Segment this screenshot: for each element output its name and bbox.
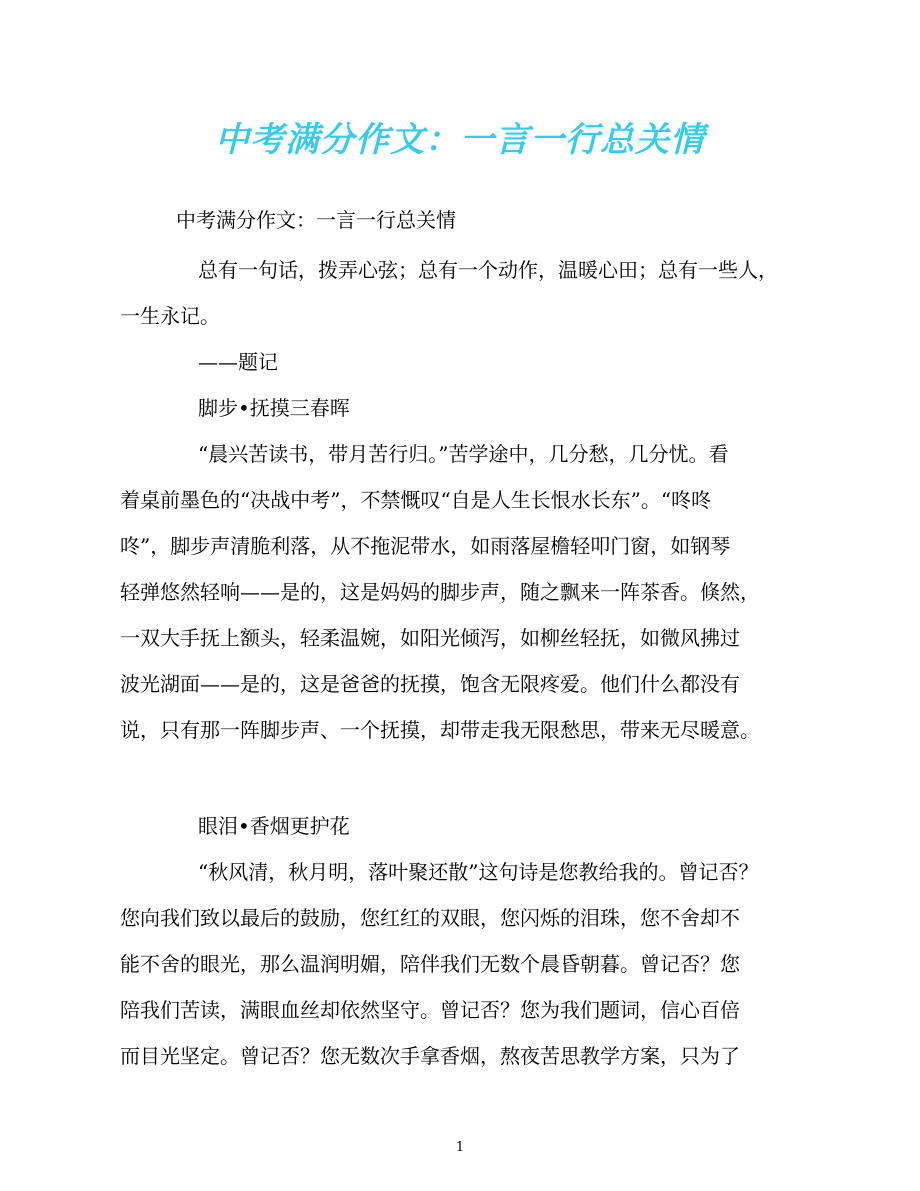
subtitle-line: 中考满分作文：一言一行总关情 (176, 208, 456, 232)
paragraph-line: 一双大手抚上额头，轻柔温婉，如阳光倾泻，如柳丝轻抚，如微风拂过 (120, 626, 740, 650)
paragraph-line: 咚”，脚步声清脆利落，从不拖泥带水，如雨落屋檐轻叩门窗，如钢琴 (120, 534, 731, 558)
section-heading: 脚步•抚摸三春晖 (198, 396, 350, 420)
paragraph-line: “秋风清，秋月明，落叶聚还散”这句诗是您教给我的。曾记否？ (198, 860, 759, 884)
paragraph-line: 而目光坚定。曾记否？您无数次手拿香烟，熬夜苦思教学方案，只为了 (120, 1044, 740, 1068)
document-title: 中考满分作文：一言一行总关情 (215, 120, 705, 160)
paragraph-line: 说，只有那一阵脚步声、一个抚摸，却带走我无限愁思，带来无尽暖意。 (120, 718, 760, 742)
section-heading: 眼泪•香烟更护花 (198, 814, 350, 838)
paragraph-line: 着桌前墨色的“决战中考”，不禁慨叹“自是人生长恨水长东”。“咚咚 (120, 488, 712, 512)
page-number: 1 (455, 1140, 465, 1155)
paragraph-line: “晨兴苦读书，带月苦行归。”苦学途中，几分愁，几分忧。看 (198, 442, 729, 466)
paragraph-line: 能不舍的眼光，那么温润明媚，陪伴我们无数个晨昏朝暮。曾记否？您 (120, 952, 740, 976)
paragraph-line: 总有一句话，拨弄心弦；总有一个动作，温暖心田；总有一些人， (198, 258, 778, 282)
paragraph-line: 陪我们苦读，满眼血丝却依然坚守。曾记否？您为我们题词，信心百倍 (120, 998, 740, 1022)
paragraph-line: 一生永记。 (120, 304, 220, 328)
paragraph-line: 轻弹悠然轻响——是的，这是妈妈的脚步声，随之飘来一阵茶香。倏然， (120, 580, 760, 604)
paragraph-line: 您向我们致以最后的鼓励，您红红的双眼，您闪烁的泪珠，您不舍却不 (120, 906, 740, 930)
paragraph-line: 波光湖面——是的，这是爸爸的抚摸，饱含无限疼爱。他们什么都没有 (120, 672, 740, 696)
epigraph-attribution: ——题记 (198, 350, 278, 374)
